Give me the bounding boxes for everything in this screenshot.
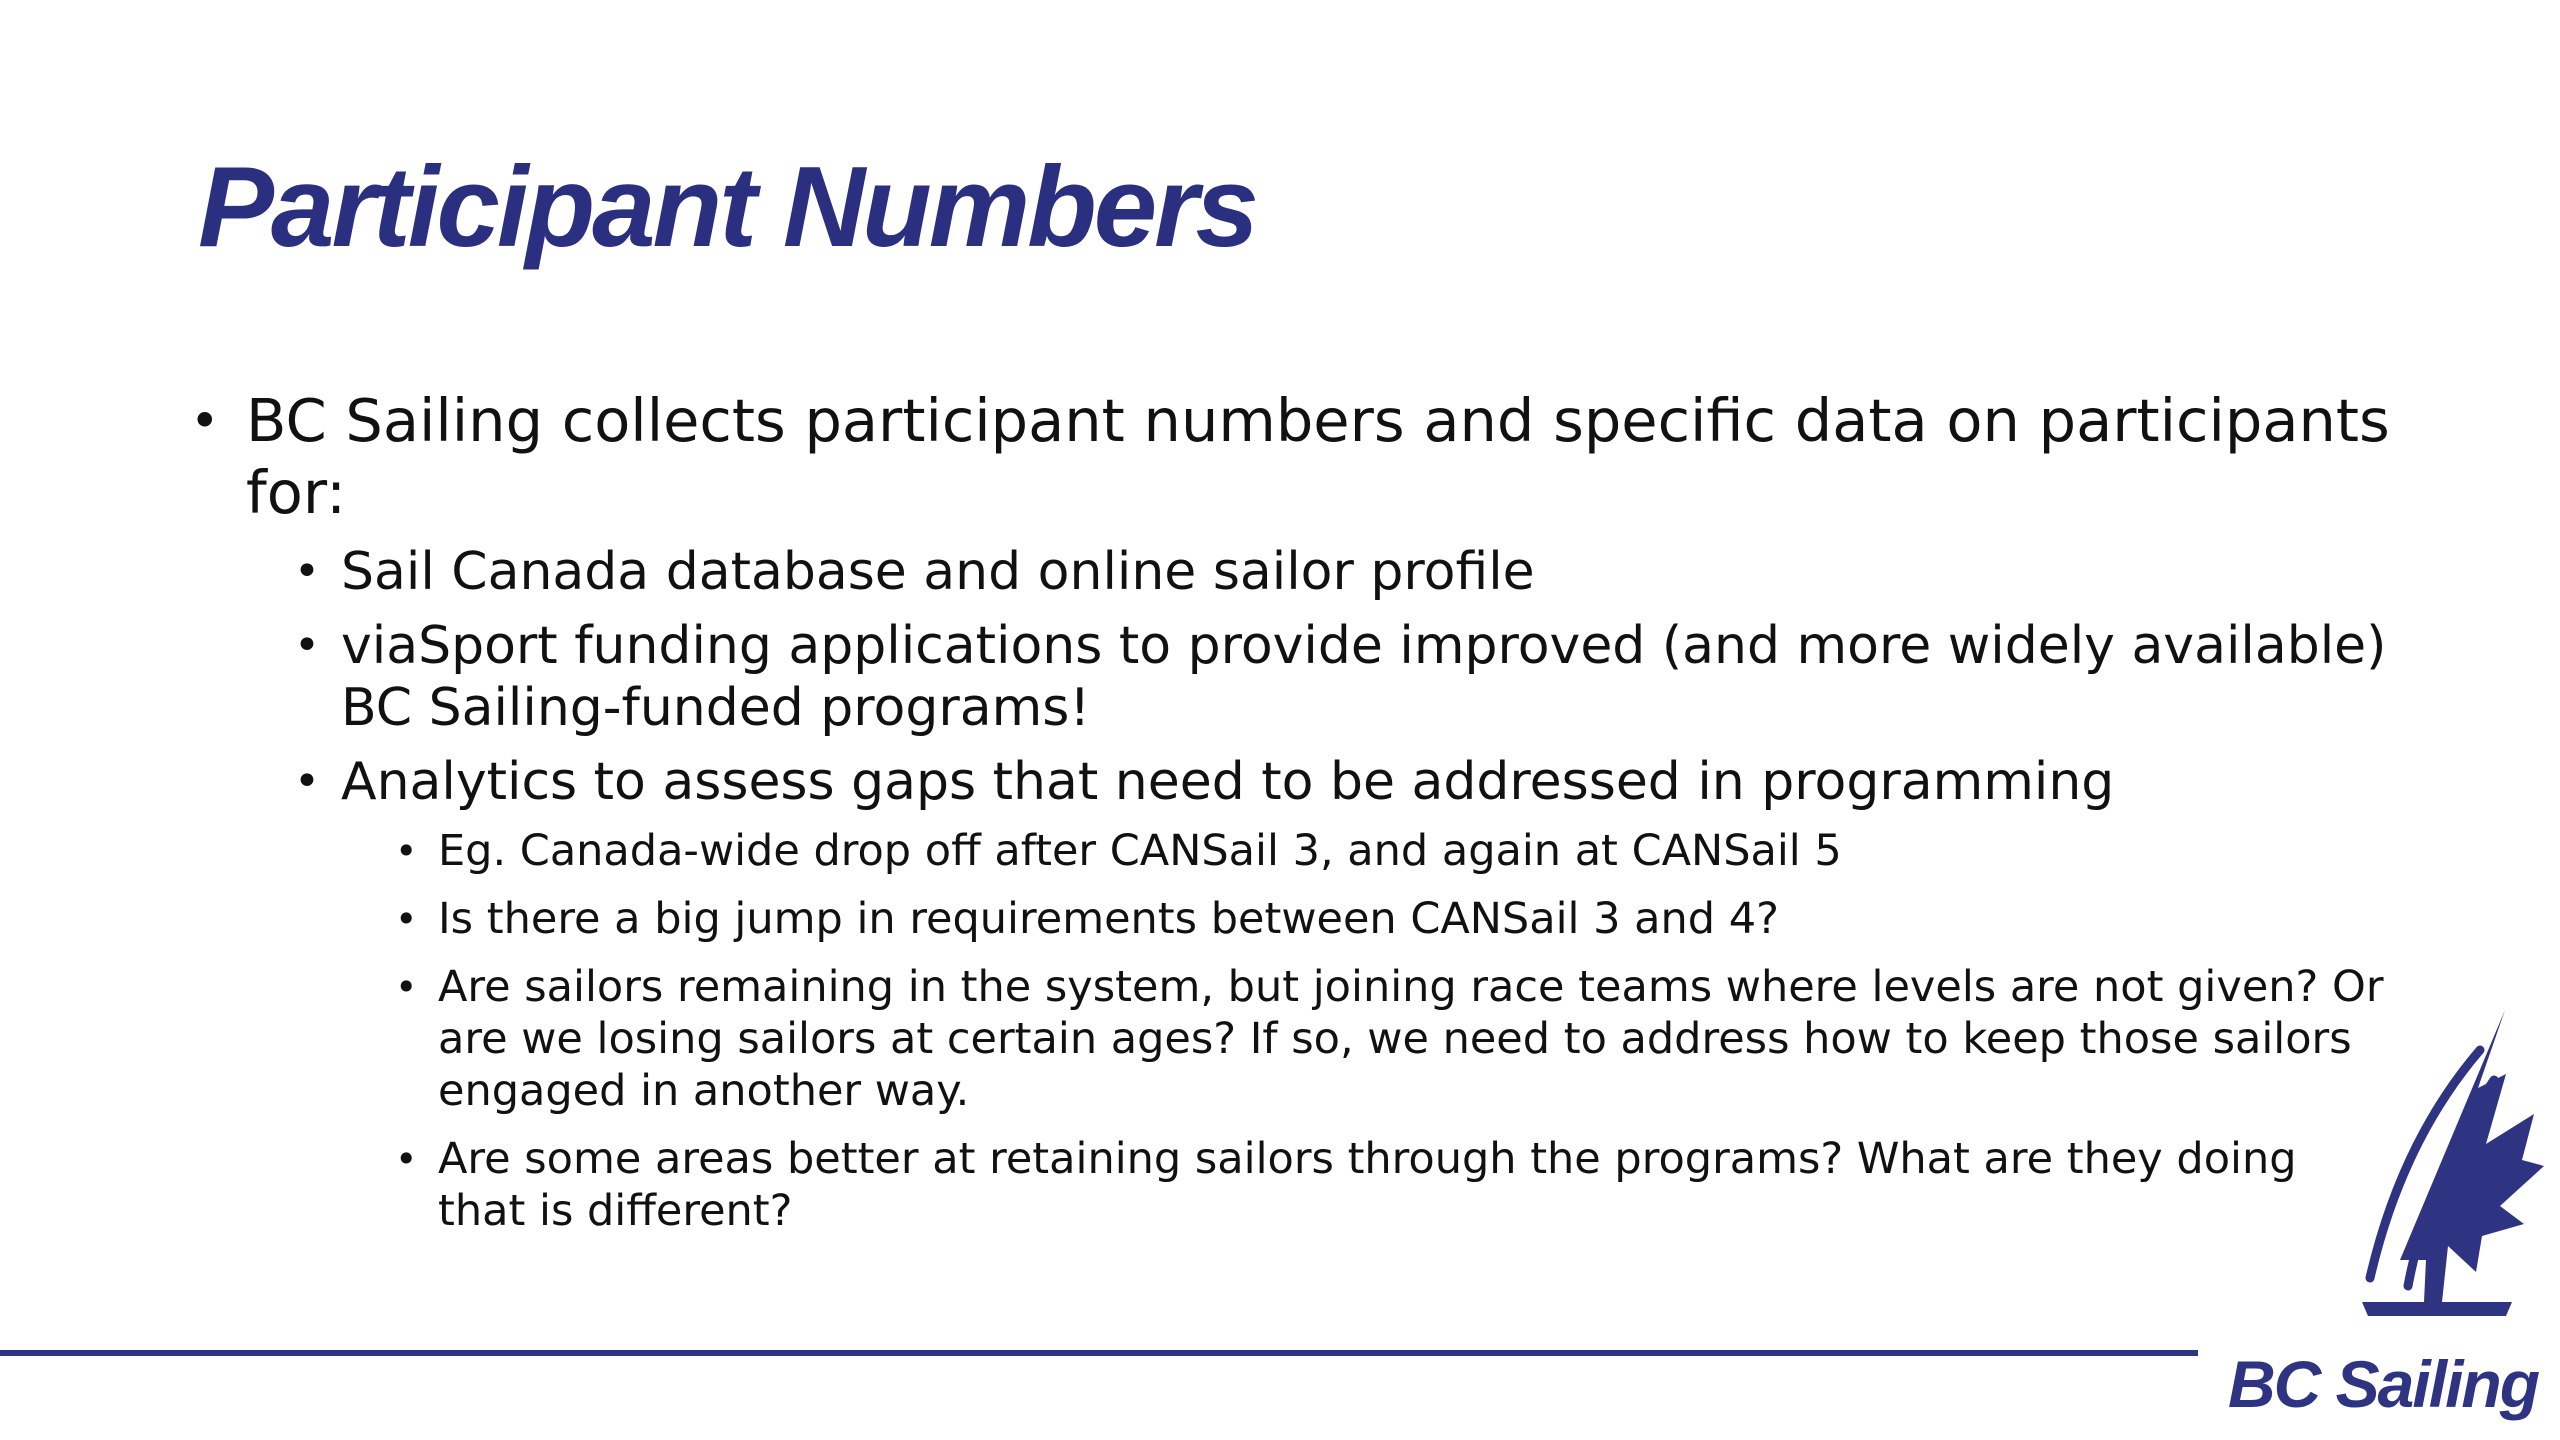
bullet-main-text: BC Sailing collects participant numbers and specific data on participants for: — [246, 386, 2390, 527]
bullet-glyph: • — [395, 829, 418, 873]
bullet-detail-3-text: Are sailors remaining in the system, but joining race teams where levels are not given? Or are we losing sailors at certain ages? If so, we need to address how to keep those sailors engaged in another way. — [438, 962, 2384, 1116]
bullet-sub-3-text: Analytics to assess gaps that need to be addressed in programming — [341, 752, 2115, 812]
bullet-detail-1-text: Eg. Canada-wide drop off after CANSail 3, and again at CANSail 5 — [438, 826, 1842, 876]
footer-divider — [0, 1350, 2198, 1356]
bullet-glyph: • — [294, 546, 320, 597]
bullet-detail-4-text: Are some areas better at retaining sailors through the programs? What are they doing that is different? — [438, 1134, 2297, 1236]
bullet-detail-1 — [190, 825, 2390, 877]
sailboat-maple-leaf-icon — [2250, 1010, 2550, 1340]
bullet-glyph: • — [294, 756, 320, 807]
bullet-sub-1-text: Sail Canada database and online sailor profile — [341, 542, 1535, 602]
slide-title: Participant Numbers — [198, 144, 1256, 271]
logo-text: BC Sailing — [2228, 1347, 2539, 1421]
bullet-glyph: • — [190, 392, 220, 450]
bullet-sub-2 — [190, 615, 2390, 739]
bullet-glyph: • — [294, 620, 320, 671]
hull-shape — [2362, 1302, 2512, 1316]
bullet-detail-2 — [190, 893, 2390, 945]
bullet-detail-3 — [190, 961, 2390, 1117]
bullet-sub-1 — [190, 541, 2390, 603]
bullet-sub-2-text: viaSport funding applications to provide improved (and more widely available) BC Sailing-funded programs! — [341, 616, 2387, 738]
bullet-glyph: • — [395, 897, 418, 941]
bullet-glyph: • — [395, 1137, 418, 1181]
bullet-sub-3 — [190, 751, 2390, 813]
bullet-detail-4 — [190, 1133, 2390, 1237]
bullet-list — [190, 385, 2390, 1237]
bullet-detail-2-text: Is there a big jump in requirements between CANSail 3 and 4? — [438, 894, 1779, 944]
bullet-main — [190, 385, 2390, 529]
bullet-glyph: • — [395, 965, 418, 1009]
